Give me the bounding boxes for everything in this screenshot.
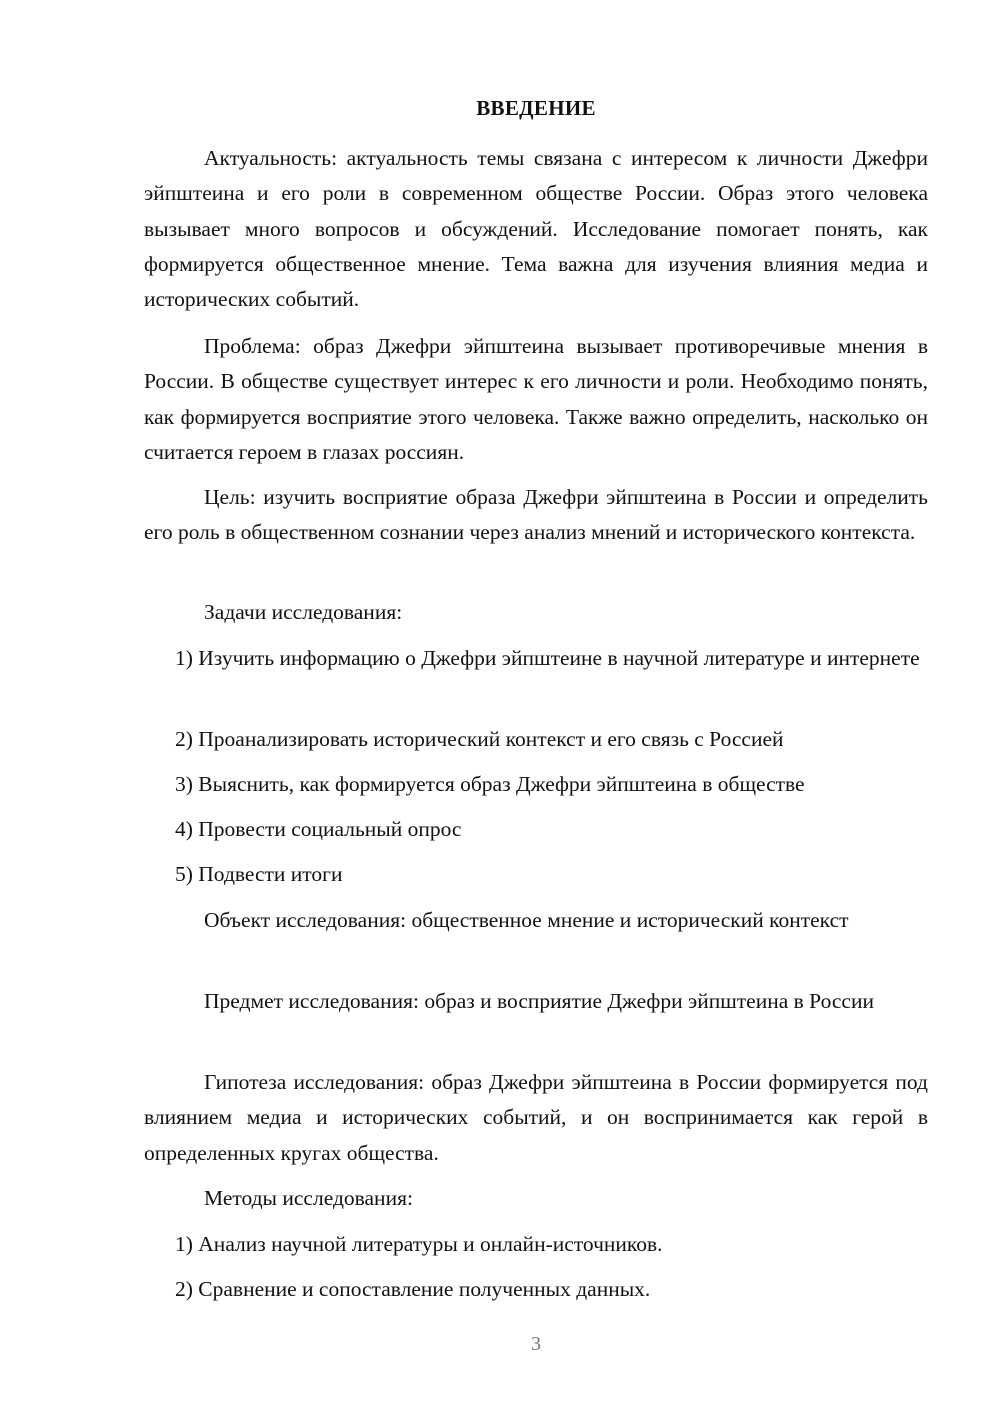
relevance-paragraph: Актуальность: актуальность темы связана с интересом к личности Джефри эйпштеина и его роли в современном обществе России. Образ этого человека вызывает много вопросов и обсуждений. Исследование помогает понять, как формируется общественное мнение. Тема важна для изучения влияния медиа и исторических событий. xyxy=(144,146,928,312)
hypothesis-paragraph: Гипотеза исследования: образ Джефри эйпштеина в России формируется под влиянием медиа и исторических событий, и он воспринимается как герой в определенных кругах общества. xyxy=(144,1070,928,1165)
page-number: 3 xyxy=(531,1333,541,1355)
task-item-1: 1) Изучить информацию о Джефри эйпштеине в научной литературе и интернете xyxy=(175,646,920,670)
page-heading: ВВЕДЕНИЕ xyxy=(476,96,596,120)
subject-paragraph: Предмет исследования: образ и восприятие Джефри эйпштеина в России xyxy=(204,989,874,1013)
task-item-4: 4) Провести социальный опрос xyxy=(175,817,462,841)
tasks-title: Задачи исследования: xyxy=(204,600,403,624)
object-paragraph: Объект исследования: общественное мнение и исторический контекст xyxy=(204,908,849,932)
goal-paragraph: Цель: изучить восприятие образа Джефри эйпштеина в России и определить его роль в общественном сознании через анализ мнений и исторического контекста. xyxy=(144,485,928,545)
task-item-2: 2) Проанализировать исторический контекст и его связь с Россией xyxy=(175,727,784,751)
task-item-3: 3) Выяснить, как формируется образ Джефри эйпштеина в обществе xyxy=(175,772,805,796)
method-item-2: 2) Сравнение и сопоставление полученных данных. xyxy=(175,1277,651,1301)
task-item-5: 5) Подвести итоги xyxy=(175,862,343,886)
problem-paragraph: Проблема: образ Джефри эйпштеина вызывает противоречивые мнения в России. В обществе существует интерес к его личности и роли. Необходимо понять, как формируется восприятие этого человека. Также важно определить, насколько он считается героем в глазах россиян. xyxy=(144,334,928,464)
method-item-1: 1) Анализ научной литературы и онлайн-источников. xyxy=(175,1232,663,1256)
methods-title: Методы исследования: xyxy=(204,1186,413,1210)
